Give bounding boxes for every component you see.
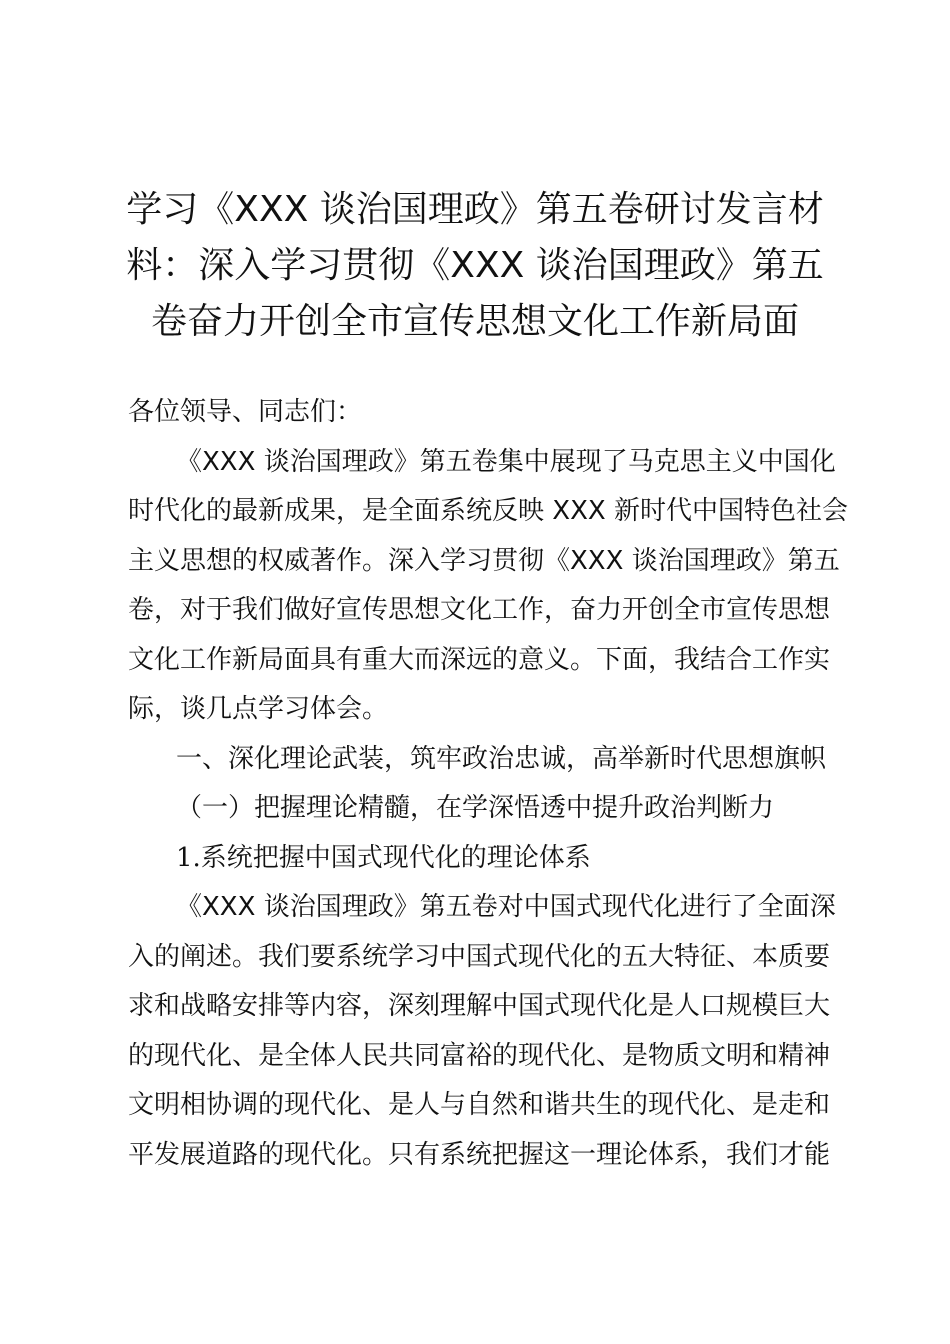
- section-heading-1: 一、深化理论武装，筑牢政治忠诚，高举新时代思想旗帜: [176, 743, 827, 774]
- paragraph-line: 入的阐述。我们要系统学习中国式现代化的五大特征、本质要: [128, 941, 831, 972]
- paragraph-line: 文明相协调的现代化、是人与自然和谐共生的现代化、是走和: [128, 1090, 831, 1120]
- paragraph-line: 卷，对于我们做好宣传思想文化工作，奋力开创全市宣传思想: [128, 595, 831, 625]
- paragraph-modernization: [128, 883, 836, 1180]
- paragraph-line: 求和战略安排等内容，深刻理解中国式现代化是人口规模巨大: [128, 991, 831, 1021]
- paragraph-line: 主义思想的权威著作。深入学习贯彻《XXX 谈治国理政》第五: [128, 545, 840, 576]
- title-line: 学习《XXX 谈治国理政》第五卷研讨发言材: [126, 189, 824, 230]
- title-line: 卷奋力开创全市宣传思想文化工作新局面: [150, 301, 799, 342]
- paragraph-line: 时代化的最新成果，是全面系统反映 XXX 新时代中国特色社会: [128, 496, 848, 526]
- paragraph-line: 《XXX 谈治国理政》第五卷对中国式现代化进行了全面深: [176, 892, 836, 922]
- document-title: [120, 182, 830, 350]
- paragraph-line: 平发展道路的现代化。只有系统把握这一理论体系，我们才能: [128, 1139, 831, 1170]
- title-line: 料：深入学习贯彻《XXX 谈治国理政》第五: [126, 245, 824, 286]
- paragraph-line: 际，谈几点学习体会。: [128, 694, 389, 724]
- section-heading-2: （一）把握理论精髓，在学深悟透中提升政治判断力: [176, 793, 775, 823]
- paragraph-intro: [128, 438, 848, 735]
- paragraph-line: 的现代化、是全体人民共同富裕的现代化、是物质文明和精神: [128, 1040, 831, 1071]
- document-body: [128, 388, 848, 1180]
- section-heading-3: 1.系统把握中国式现代化的理论体系: [176, 842, 591, 873]
- salutation: 各位领导、同志们：: [128, 397, 363, 427]
- paragraph-line: 文化工作新局面具有重大而深远的意义。下面，我结合工作实: [128, 644, 831, 675]
- paragraph-line: 《XXX 谈治国理政》第五卷集中展现了马克思主义中国化: [176, 446, 836, 477]
